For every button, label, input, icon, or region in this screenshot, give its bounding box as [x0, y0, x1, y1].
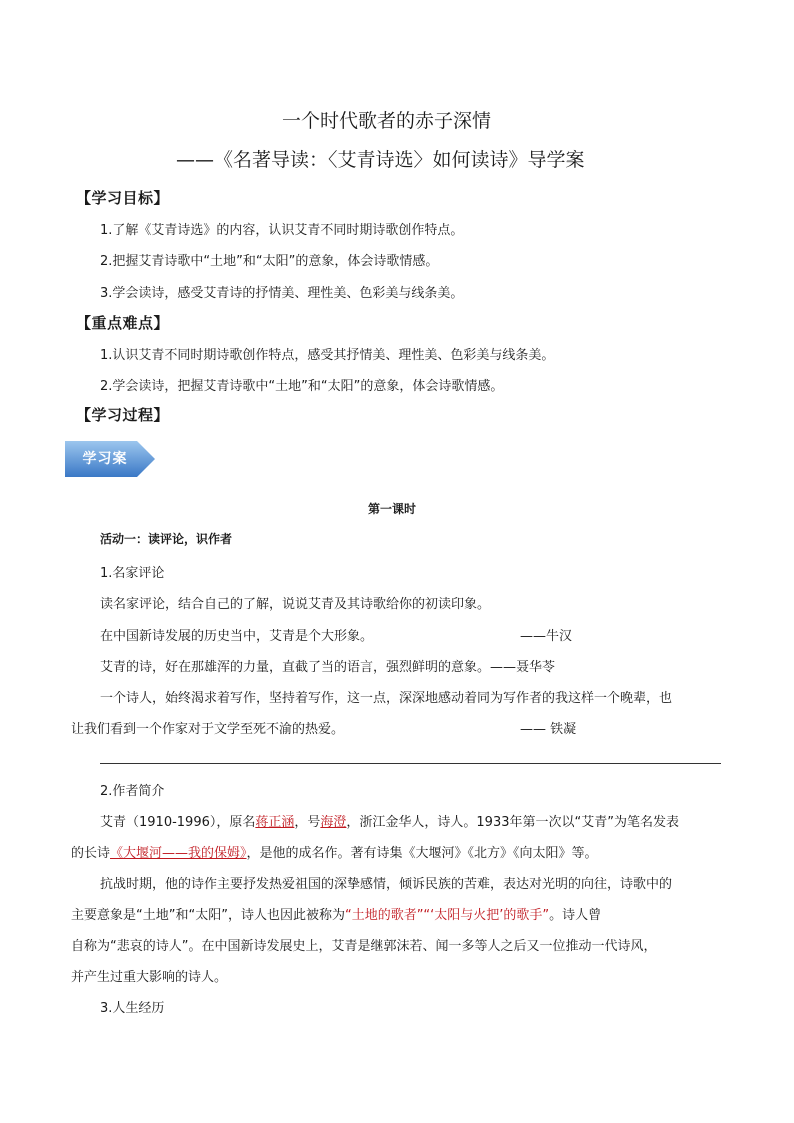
original-name: 蒋正涵: [255, 815, 295, 830]
objective-item: 2.把握艾青诗歌中“土地”和“太阳”的意象，体会诗歌情感。: [100, 254, 439, 269]
activity-title: 活动一：读评论，识作者: [100, 532, 233, 546]
section3-heading: 3.人生经历: [100, 1001, 165, 1016]
poet-titles: “土地的歌者”“‘太阳与火把’的歌手”: [344, 908, 550, 923]
quote-2: 艾青的诗，好在那雄浑的力量，直截了当的语言，强烈鲜明的意象。——聂华苓: [100, 660, 556, 675]
quote-3-author: —— 铁凝: [520, 722, 577, 737]
keypoint-item: 2.学会读诗，把握艾青诗歌中“土地”和“太阳”的意象，体会诗歌情感。: [100, 379, 504, 394]
document-subtitle: ——《名著导读：〈艾青诗选〉如何读诗》导学案: [176, 149, 585, 171]
section1-heading: 1.名家评论: [100, 566, 165, 581]
bio-p2-line1: 抗战时期，他的诗作主要抒发热爱祖国的深挚感情，倾诉民族的苦难，表达对光明的向往，诗歌中的: [100, 877, 673, 892]
courtesy-name: 海澄: [320, 815, 347, 830]
famous-work: 《大堰河——我的保姆》: [110, 846, 247, 861]
keypoints-heading: 【重点难点】: [76, 314, 170, 332]
section1-intro: 读名家评论，结合自己的了解，说说艾青及其诗歌给你的初读印象。: [100, 597, 491, 612]
lesson-title: 第一课时: [368, 502, 417, 516]
bio-p2-line2: 主要意象是“土地”和“太阳”，诗人也因此被称为“土地的歌者”“‘太阳与火把’的歌手”。诗人曾: [71, 908, 602, 923]
bio-line-2: 的长诗《大堰河——我的保姆》，是他的成名作。著有诗集《大堰河》《北方》《向太阳》等。: [71, 846, 598, 861]
bio-line-1: 艾青（1910-1996），原名蒋正涵，号海澄，浙江金华人，诗人。1933年第一次以“艾青”为笔名发表: [100, 815, 679, 830]
quote-3-line2: 让我们看到一个作家对于文学至死不渝的热爱。: [71, 722, 345, 737]
document-title: 一个时代歌者的赤子深情: [282, 110, 492, 132]
study-plan-badge: [65, 441, 155, 477]
quote-1-author: ——牛汉: [520, 629, 573, 644]
objectives-heading: 【学习目标】: [76, 189, 170, 207]
objective-item: 1.了解《艾青诗选》的内容，认识艾青不同时期诗歌创作特点。: [100, 223, 464, 238]
bio-p2-line3: 自称为“悲哀的诗人”。在中国新诗发展史上，艾青是继郭沫若、闻一多等人之后又一位推动一代诗风，: [71, 939, 657, 954]
quote-3-line1: 一个诗人，始终渴求着写作，坚持着写作，这一点，深深地感动着同为写作者的我这样一个晚辈，也: [100, 691, 673, 706]
quote-1: 在中国新诗发展的历史当中，艾青是个大形象。: [100, 629, 374, 644]
section-divider: [100, 763, 721, 764]
bio-p2-line4: 并产生过重大影响的诗人。: [71, 970, 228, 985]
process-heading: 【学习过程】: [76, 406, 170, 424]
keypoint-item: 1.认识艾青不同时期诗歌创作特点，感受其抒情美、理性美、色彩美与线条美。: [100, 348, 555, 363]
section2-heading: 2.作者简介: [100, 784, 165, 799]
objective-item: 3.学会读诗，感受艾青诗的抒情美、理性美、色彩美与线条美。: [100, 286, 464, 301]
badge-label: 学习案: [82, 451, 128, 467]
